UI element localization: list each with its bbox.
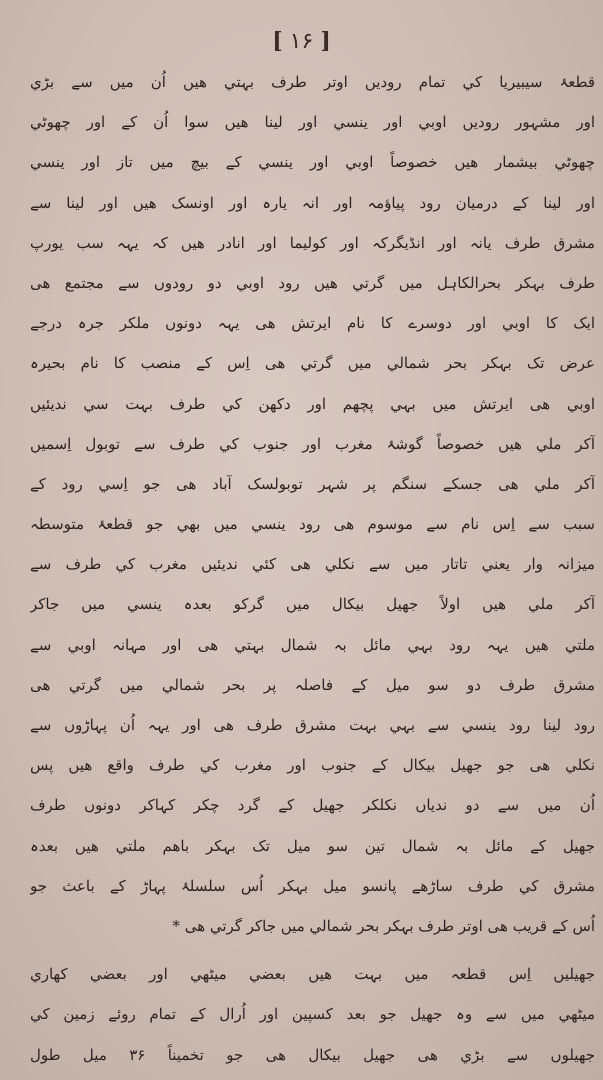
text-line: عرض تک بہکر بحر شمالي میں گرتي ھی اِس کے منصب کا نام بحیرہ <box>30 354 595 373</box>
text-line: میزانہ وار یعني تاتار میں سے نکلي ھی کئي ندیئیں مغرب کي طرف سے <box>30 555 595 574</box>
text-line: اُن میں سے دو ندیاں نکلکر جھیل کے گرد چکر کہاکر دونوں طرف <box>30 796 595 815</box>
text-line: جھیلوں سے بڑي ھی جھیل بیکال ھی جو تخمیناً ۳۶ میل طول <box>30 1045 595 1064</box>
right-bracket: ] <box>320 28 331 54</box>
text-line: آکر ملي ھی جسکے سنگم پر شہر توبولسک آباد ھی جو اِسي رود کے <box>30 474 595 493</box>
text-line: چھوٹي بیشمار ھیں خصوصاً اوبي اور ینسي کے بیچ میں تاز اور ینسي <box>30 153 595 172</box>
text-line: مشرق کي طرف ساڑھے پانسو میل بہکر اُس سلسلۂ پہاڑ کے باعث جو <box>30 876 595 895</box>
page-number <box>0 28 603 54</box>
text-line: اور مشہور رودیں اوبي اور ینسي اور لینا ھیں سوا اُن کے اور چھوٹي <box>30 113 595 132</box>
text-line: رود لینا رود ینسي سے بہي بہت مشرق طرف ھی اور یہہ اُن پہاڑوں سے <box>30 716 595 734</box>
text-line: ایک کا اوبي اور دوسرے کا نام ایرتش ھی یہہ دونوں ملکر جرہ درجے <box>30 314 595 333</box>
text-line: مشرق طرف دو سو میل کے فاصلہ پر بحر شمالي میں گرتي ھی <box>30 675 595 694</box>
text-line: آکر ملي ھیں اولاً جھیل بیکال میں گرکو بعدہ ینسي میں جاکر <box>30 595 595 614</box>
text-line: ملتي ھیں یہہ رود بہي مائل بہ شمال بہتي ھی اور مہانہ اوبي سے <box>30 635 595 654</box>
text-line: مشرق طرف یانہ اور انڈیگرکہ اور کولیما اور انادر ھیں کہ یہہ سب یورپ <box>30 233 595 252</box>
text-line: نکلي ھی جو جھیل بیکال کے جنوب اور مغرب کي طرف واقع ھیں پس <box>30 756 595 775</box>
text-line: میٹھي میں سے وہ جھیل جو بعد کسپین اور اُرال کے تمام روئے زمین کي <box>30 1005 595 1024</box>
text-line: قطعۂ سیبیریا کي تمام رودیں اوتر طرف بہتي ھیں اُن میں سے بڑي <box>30 73 595 91</box>
text-line: اُس کے قریب ھی اوتر طرف بہکر بحر شمالي میں جاکر گرتي ھی * <box>172 916 595 935</box>
text-line: جھیل کے مائل بہ شمال تین سو میل تک بہکر باھم ملتي ھیں بعدہ <box>30 836 595 855</box>
text-line: سبب سے اِس نام سے موسوم ھی رود ینسي میں بھي جو قطعۂ متوسطہ <box>30 515 595 534</box>
text-line: آکر ملي ھیں خصوصاً گوشۂ مغرب اور جنوب کي طرف سے توبول اِسمیں <box>30 434 595 453</box>
text-line: اور لینا کے درمیان رود پیاؤمہ اور انہ یارہ اور اونسک ھیں اور لینا سے <box>30 193 595 212</box>
text-line: جھیلیں اِس قطعہ میں بہت ھیں بعضي میٹھي اور بعضي کھاري <box>30 965 595 984</box>
left-bracket: [ <box>272 28 283 54</box>
body-text <box>30 62 595 1075</box>
text-line: طرف بہکر بحرالکاہل میں گرتي ھیں رود اوبي دو رودوں سے مجتمع ھی <box>30 273 595 292</box>
text-line: اوبي ھی ایرتش میں بہي پچھم اور دکھن کي طرف بہت سي ندیئیں <box>30 394 595 413</box>
page-number-value: ۱۶ <box>289 29 314 54</box>
